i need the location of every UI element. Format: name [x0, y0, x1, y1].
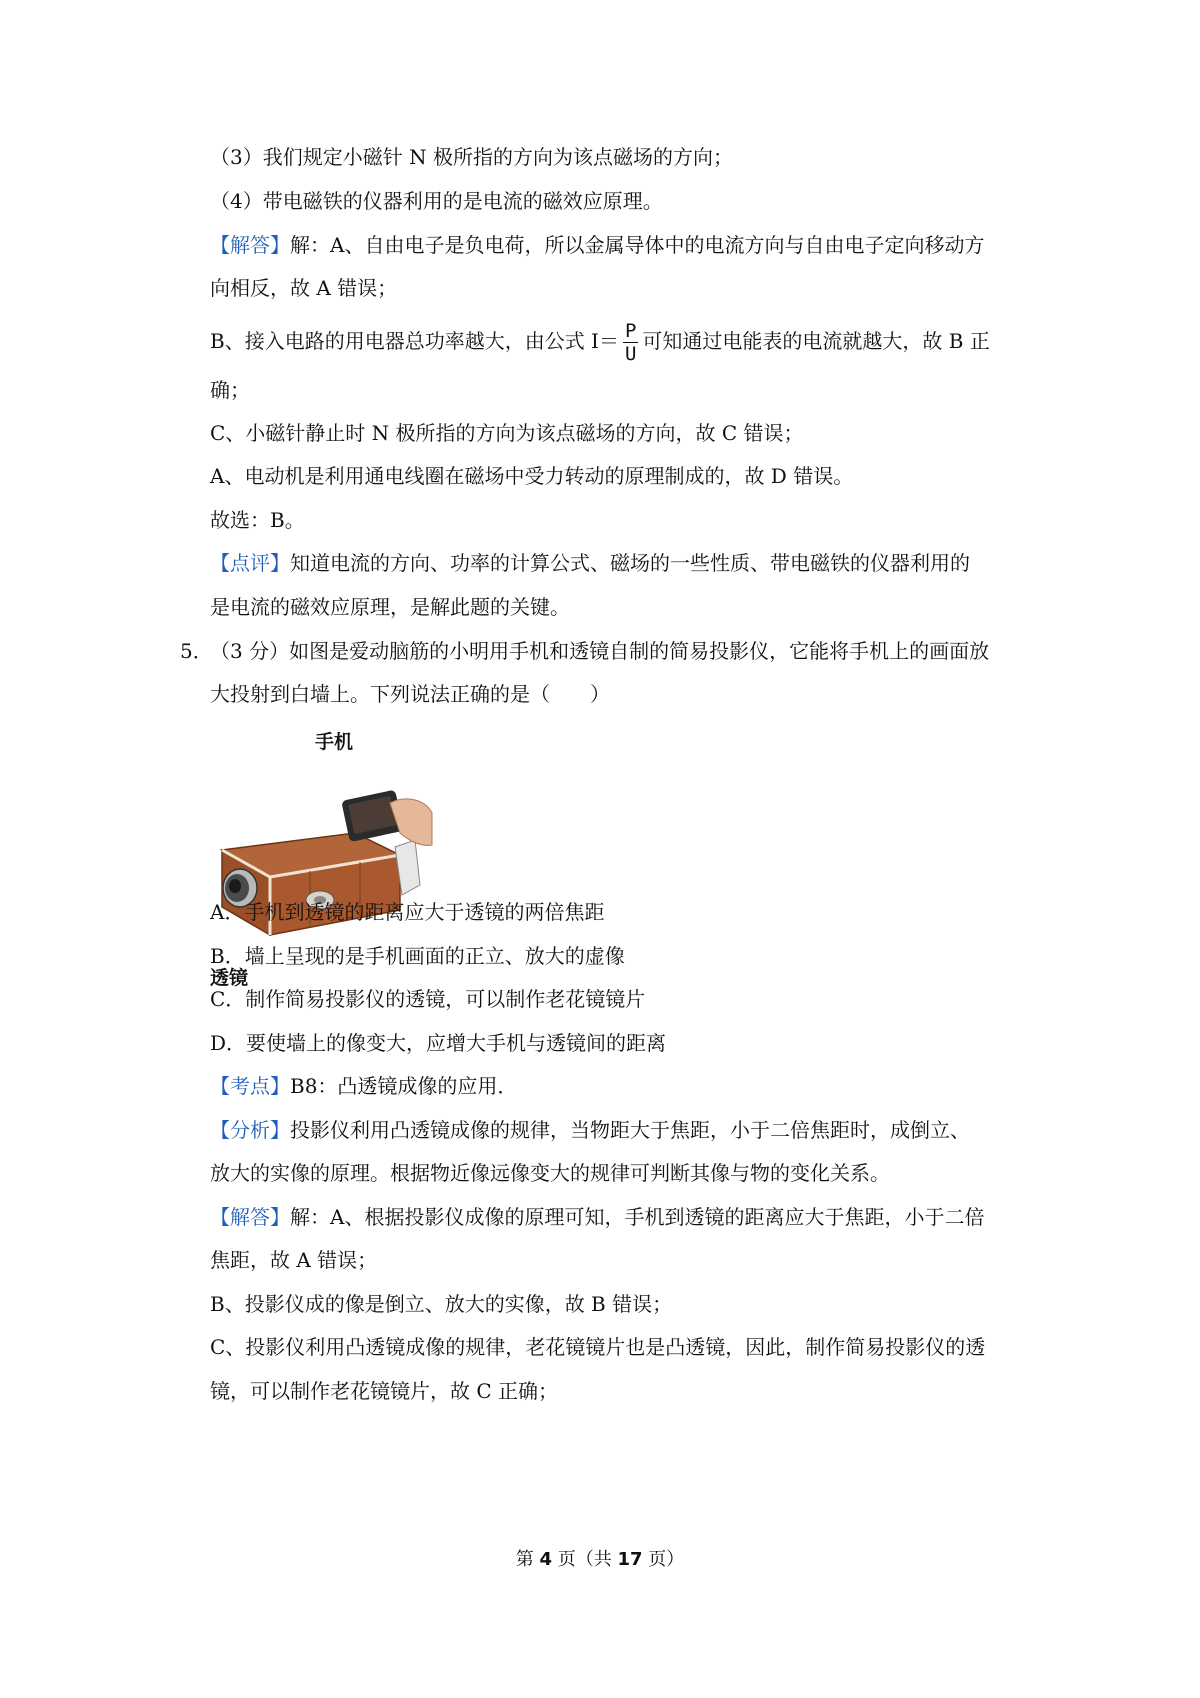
section-tag: 【解答】 [210, 1205, 290, 1229]
page-number: 4 [539, 1549, 552, 1570]
text-span: 解：A、自由电子是负电荷，所以金属导体中的电流方向与自由电子定向移动方 [290, 233, 985, 257]
text-line: （3）我们规定小磁针 N 极所指的方向为该点磁场的方向； [210, 145, 733, 169]
text-line: 故选：B。 [210, 508, 305, 532]
text-span: 投影仪利用凸透镜成像的规律，当物距大于焦距，小于二倍焦距时，成倒立、 [290, 1118, 970, 1142]
option-c: C．制作简易投影仪的透镜，可以制作老花镜镜片 [210, 987, 646, 1011]
fraction-denominator: U [624, 343, 637, 365]
text-span: 知道电流的方向、功率的计算公式、磁场的一些性质、带电磁铁的仪器利用的 [290, 551, 970, 575]
option-d: D．要使墙上的像变大，应增大手机与透镜间的距离 [210, 1031, 667, 1055]
text-span: B8：凸透镜成像的应用． [290, 1074, 518, 1098]
footer-text: 第 [515, 1549, 540, 1570]
text-line: 是电流的磁效应原理，是解此题的关键。 [210, 595, 570, 619]
question-text: 大投射到白墙上。下列说法正确的是（ ） [210, 682, 610, 706]
text-line: A、电动机是利用通电线圈在磁场中受力转动的原理制成的，故 D 错误。 [210, 464, 854, 488]
text-span: 可知通过电能表的电流就越大，故 B 正 [642, 329, 990, 353]
text-span: 解：A、根据投影仪成像的原理可知，手机到透镜的距离应大于焦距，小于二倍 [290, 1205, 985, 1229]
question-number: 5． [180, 639, 213, 663]
text-line: 镜，可以制作老花镜镜片，故 C 正确； [210, 1379, 559, 1403]
question-text: （3 分）如图是爱动脑筋的小明用手机和透镜自制的简易投影仪，它能将手机上的画面放 [210, 639, 990, 663]
section-tag: 【点评】 [210, 551, 290, 575]
option-a: A．手机到透镜的距离应大于透镜的两倍焦距 [210, 900, 605, 924]
option-b: B．墙上呈现的是手机画面的正立、放大的虚像 [210, 944, 625, 968]
text-line: C、小磁针静止时 N 极所指的方向为该点磁场的方向，故 C 错误； [210, 421, 804, 445]
section-tag: 【解答】 [210, 233, 290, 257]
total-pages: 17 [617, 1549, 643, 1570]
footer-text: 页） [642, 1549, 685, 1570]
text-line: 确； [210, 378, 250, 402]
text-line [210, 231, 984, 259]
section-tag: 【考点】 [210, 1074, 290, 1098]
lens-label: 透镜 [210, 967, 249, 989]
text-line: （4）带电磁铁的仪器利用的是电流的磁效应原理。 [210, 189, 663, 213]
text-line: 焦距，故 A 错误； [210, 1248, 378, 1272]
page-footer [0, 1545, 1200, 1571]
fraction-numerator: P [624, 320, 637, 342]
text-span: B、接入电路的用电器总功率越大，由公式 I＝ [210, 329, 619, 353]
projector-image [210, 785, 435, 960]
text-line: 向相反，故 A 错误； [210, 276, 398, 300]
text-line [210, 549, 970, 577]
footer-text: 页（共 [552, 1549, 618, 1570]
section-tag: 【分析】 [210, 1118, 290, 1142]
text-line [210, 1072, 517, 1100]
text-line [210, 1203, 984, 1231]
text-line: 放大的实像的原理。根据物近像远像变大的规律可判断其像与物的变化关系。 [210, 1161, 890, 1185]
phone-label: 手机 [315, 731, 354, 753]
text-line: B、投影仪成的像是倒立、放大的实像，故 B 错误； [210, 1292, 673, 1316]
text-line [210, 1116, 970, 1144]
text-line: C、投影仪利用凸透镜成像的规律，老花镜镜片也是凸透镜，因此，制作简易投影仪的透 [210, 1335, 986, 1359]
formula-line [210, 320, 990, 365]
power-formula-fraction [623, 320, 638, 365]
